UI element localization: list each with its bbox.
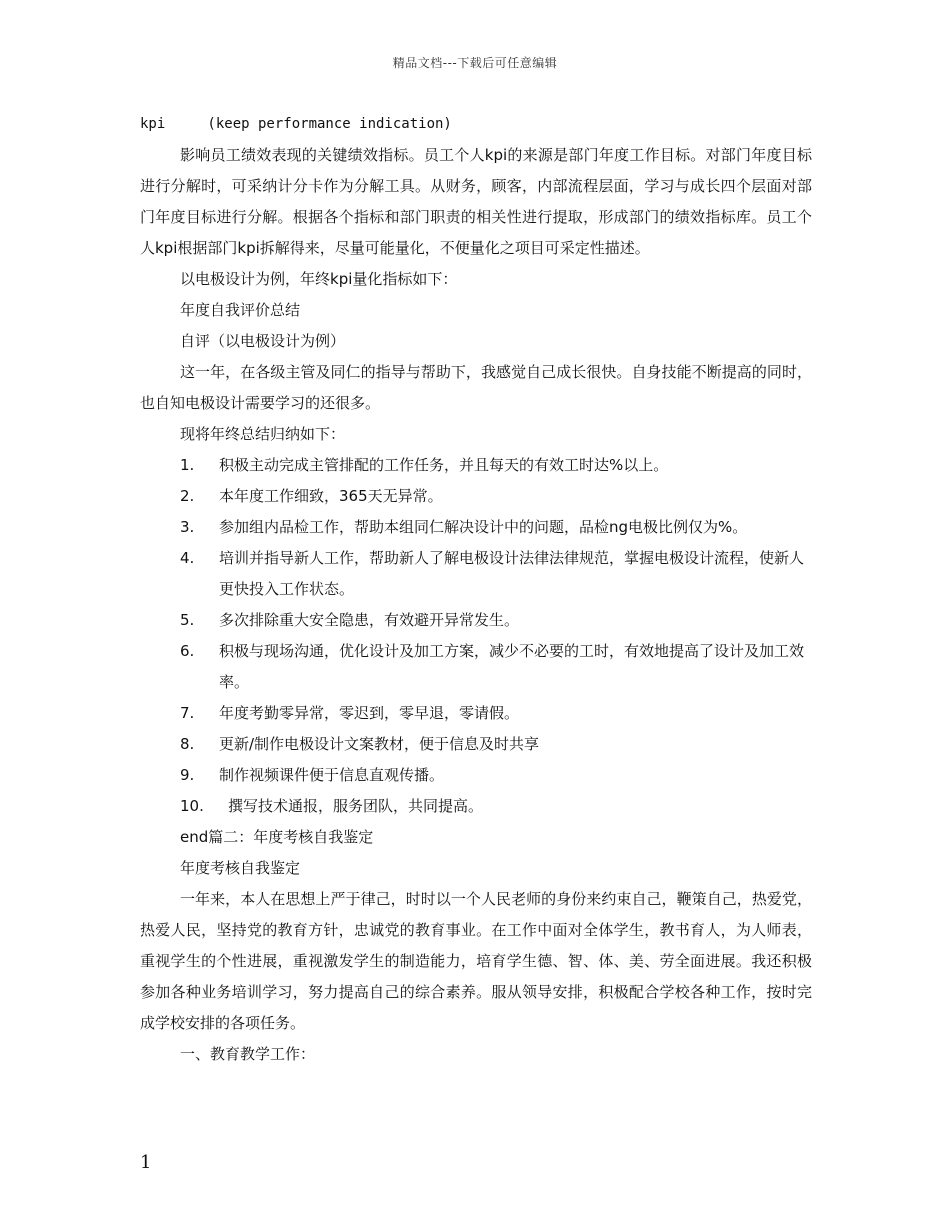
list-item [140,636,812,698]
list-item-text: 更新/制作电极设计文案教材，便于信息及时共享 [219,735,540,753]
page-number: 1 [140,1152,152,1173]
list-item-text: 多次排除重大安全隐患，有效避开异常发生。 [219,611,520,629]
section-heading-annual-appraisal: 年度考核自我鉴定 [180,859,301,877]
list-item-number: 10. [180,797,204,815]
list-item-text: 制作视频课件便于信息直观传播。 [219,766,445,784]
list-item-text: 积极主动完成主管排配的工作任务，并且每天的有效工时达%以上。 [219,456,669,474]
list-item-text: 本年度工作细致，365天无异常。 [219,487,443,505]
list-item-text: 参加组内品检工作，帮助本组同仁解决设计中的问题，品检ng电极比例仅为%。 [219,518,748,536]
list-item-number: 5. [180,611,195,629]
paragraph-appraisal: 一年来，本人在思想上严于律己，时时以一个人民老师的身份来约束自己，鞭策自己，热爱党，热爱人民，坚持党的教育方针，忠诚党的教育事业。在工作中面对全体学生，教书育人，为人师表，重视学生的个性进展，重视激发学生的制造能力，培育学生德、智、体、美、劳全面进展。我还积极参加各种业务培训学习，努力提高自己的综合素养。服从领导安排，积极配合学校各种工作，按时完成学校安排的各项任务。 [140,890,812,1032]
list-item-number: 2. [180,487,195,505]
section-heading-part-two: end篇二：年度考核自我鉴定 [180,828,374,846]
list-item-text: 积极与现场沟通，优化设计及加工方案，减少不必要的工时，有效地提高了设计及加工效率。 [219,642,805,691]
list-item [140,543,812,605]
list-item [140,512,812,543]
section-heading-annual-review: 年度自我评价总结 [180,301,301,319]
list-item-number: 9. [180,766,195,784]
list-item [140,760,812,791]
list-item [140,605,812,636]
section-heading-teaching-work: 一、教育教学工作： [180,1045,316,1063]
paragraph-summary-intro: 现将年终总结归纳如下： [180,425,346,443]
list-item [140,450,812,481]
document-body [140,109,812,1070]
list-item-number: 3. [180,518,195,536]
paragraph-kpi-definition: 影响员工绩效表现的关键绩效指标。员工个人kpi的来源是部门年度工作目标。对部门年度目标进行分解时，可采纳计分卡作为分解工具。从财务，顾客，内部流程层面，学习与成长四个层面对部门年度目标进行分解。根据各个指标和部门职责的相关性进行提取，形成部门的绩效指标库。员工个人kpi根据部门kpi拆解得来，尽量可能量化，不便量化之项目可采定性描述。 [140,146,812,257]
paragraph-example-intro: 以电极设计为例，年终kpi量化指标如下： [180,270,458,288]
summary-list [140,450,812,822]
list-item [140,481,812,512]
list-item-number: 7. [180,704,195,722]
page-header: 精品文档---下载后可任意编辑 [392,56,558,70]
list-item [140,698,812,729]
list-item-number: 8. [180,735,195,753]
list-item-number: 1. [180,456,195,474]
section-heading-self-review: 自评（以电极设计为例） [180,332,346,350]
list-item-text: 培训并指导新人工作，帮助新人了解电极设计法律法律规范，掌握电极设计流程，使新人更快投入工作状态。 [219,549,805,598]
list-item [140,791,812,822]
kpi-title: kpi (keep performance indication) [140,116,452,132]
list-item-number: 4. [180,549,195,567]
list-item-text: 年度考勤零异常，零迟到，零早退，零请假。 [219,704,520,722]
list-item-number: 6. [180,642,195,660]
list-item [140,729,812,760]
paragraph-year-summary: 这一年，在各级主管及同仁的指导与帮助下，我感觉自己成长很快。自身技能不断提高的同时，也自知电极设计需要学习的还很多。 [140,363,812,412]
list-item-text: 撰写技术通报，服务团队，共同提高。 [228,797,484,815]
